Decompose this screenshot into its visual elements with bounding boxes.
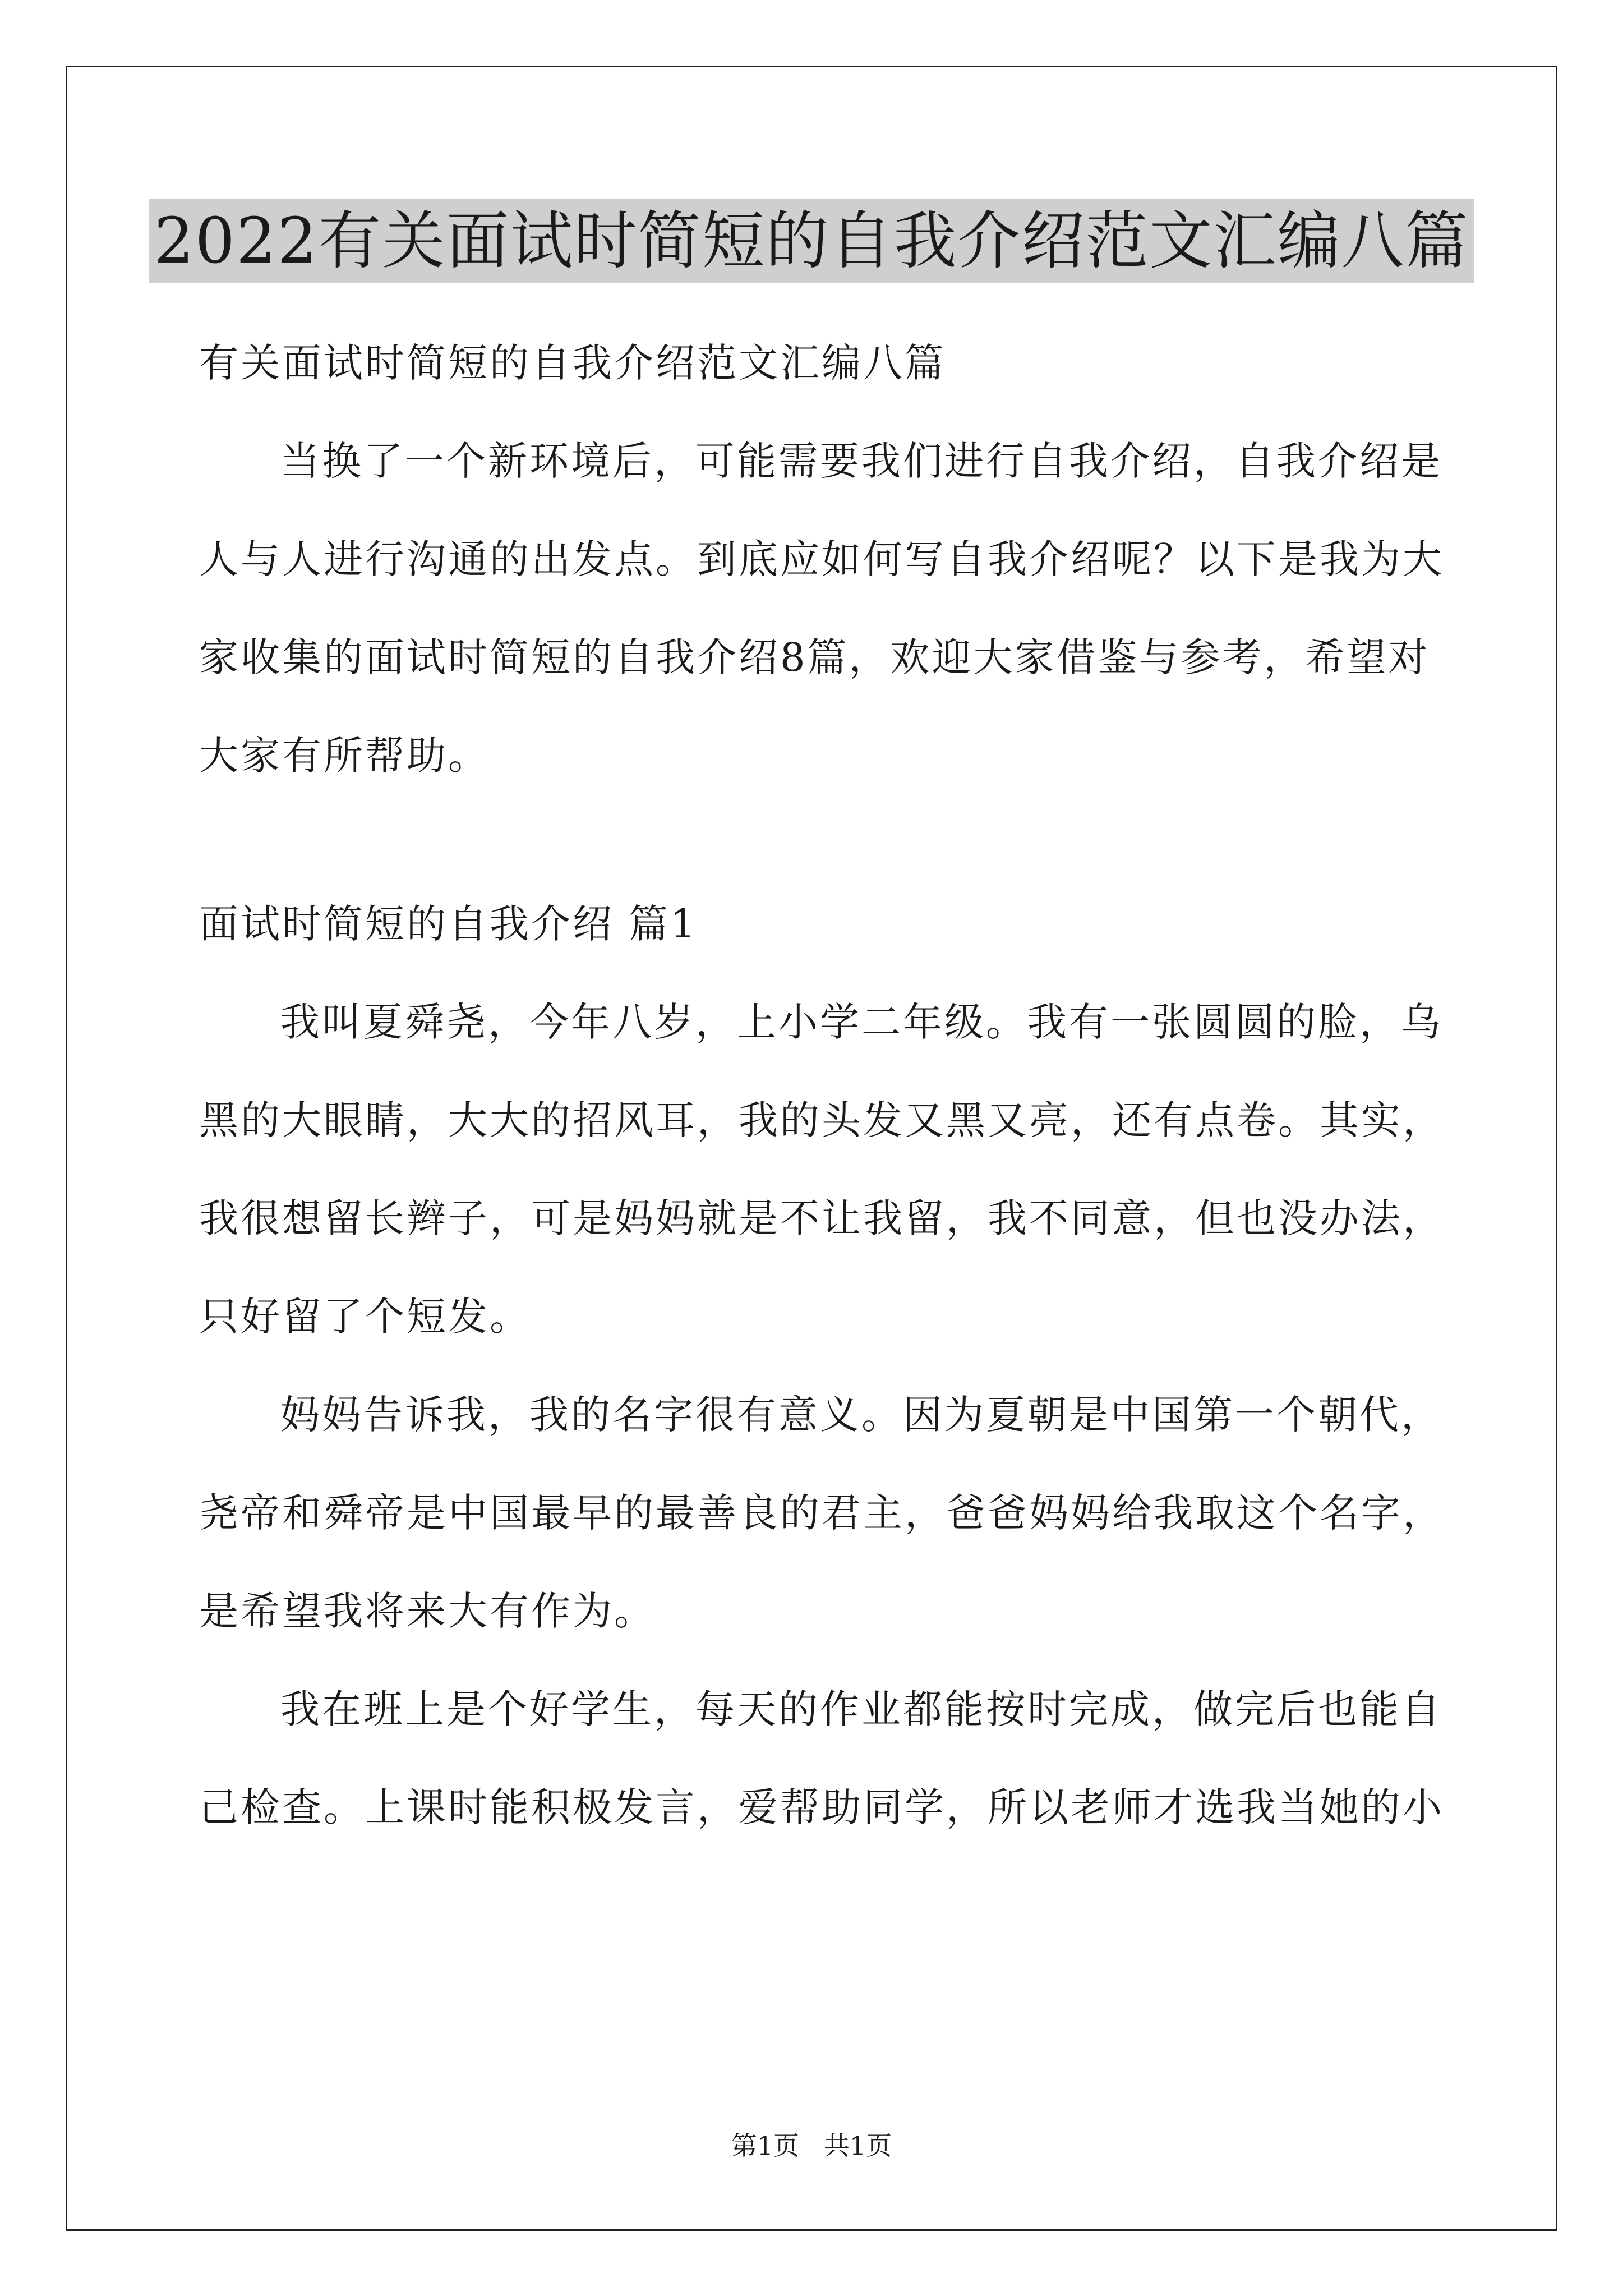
document-subtitle: 有关面试时简短的自我介绍范文汇编八篇 — [199, 340, 946, 386]
intro-line: 大家有所帮助。 — [199, 733, 490, 779]
intro-line: 人与人进行沟通的出发点。到底应如何写自我介绍呢？以下是我为大 — [199, 536, 1444, 582]
document-title: 2022有关面试时简短的自我介绍范文汇编八篇 — [149, 199, 1473, 283]
paragraph-line: 尧帝和舜帝是中国最早的最善良的君主，爸爸妈妈给我取这个名字， — [199, 1490, 1444, 1536]
page-footer: 第1页 共1页 — [731, 2131, 892, 2161]
paragraph-line: 妈妈告诉我，我的名字很有意义。因为夏朝是中国第一个朝代， — [280, 1392, 1442, 1438]
paragraph-line: 黑的大眼睛，大大的招风耳，我的头发又黑又亮，还有点卷。其实， — [199, 1097, 1444, 1143]
intro-line: 当换了一个新环境后，可能需要我们进行自我介绍，自我介绍是 — [280, 438, 1442, 484]
paragraph-line: 我很想留长辫子，可是妈妈就是不让我留，我不同意，但也没办法， — [199, 1195, 1444, 1241]
title-container — [0, 199, 1623, 283]
paragraph-line: 我在班上是个好学生，每天的作业都能按时完成，做完后也能自 — [280, 1686, 1442, 1732]
paragraph-line: 我叫夏舜尧，今年八岁，上小学二年级。我有一张圆圆的脸，乌 — [280, 999, 1442, 1045]
document-body — [199, 314, 1444, 1857]
intro-line: 家收集的面试时简短的自我介绍8篇，欢迎大家借鉴与参考，希望对 — [199, 634, 1430, 680]
paragraph-line: 是希望我将来大有作为。 — [199, 1588, 656, 1634]
paragraph-line: 只好留了个短发。 — [199, 1294, 531, 1340]
paragraph-line: 己检查。上课时能积极发言，爱帮助同学，所以老师才选我当她的小 — [199, 1784, 1444, 1830]
section-heading: 面试时简短的自我介绍 篇1 — [199, 901, 698, 947]
section-gap — [199, 805, 1433, 875]
